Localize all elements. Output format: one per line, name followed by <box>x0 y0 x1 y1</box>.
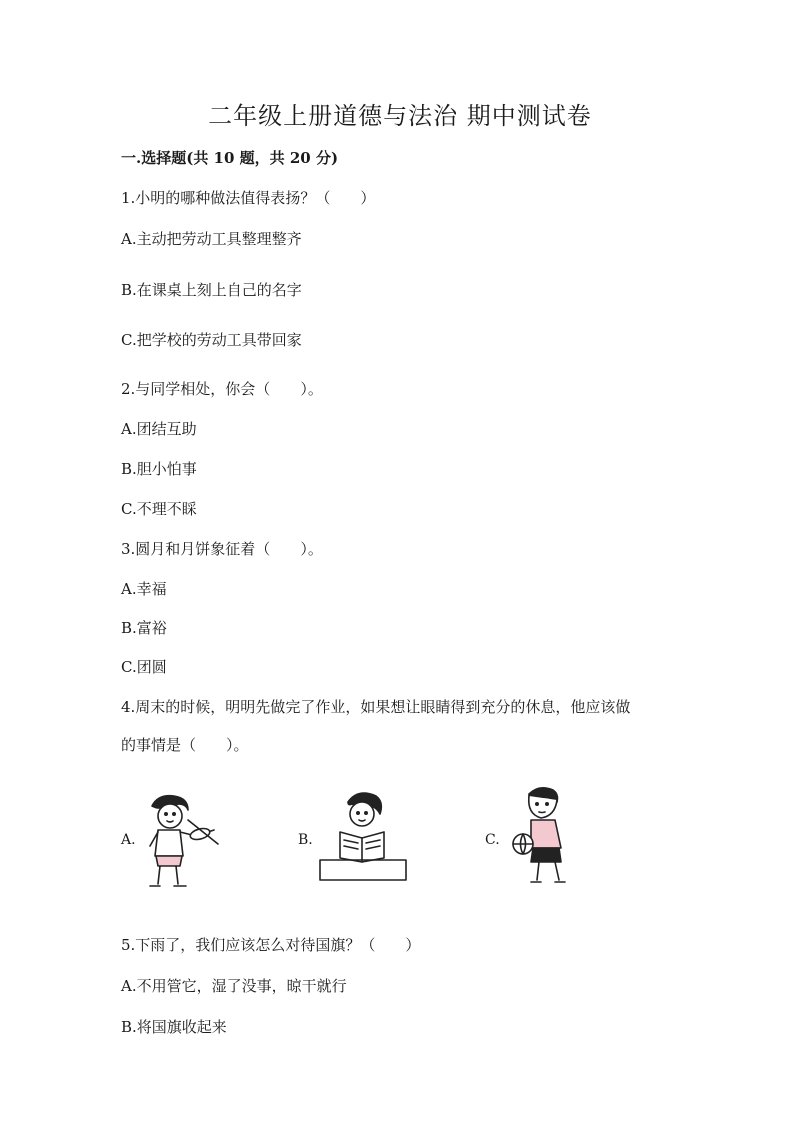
question-1-option-a: A.主动把劳动工具整理整齐 <box>121 230 302 248</box>
question-4-stem-line-2: 的事情是（ ）。 <box>121 736 249 754</box>
picture-option-a-label: A. <box>121 832 136 848</box>
question-1-stem: 1.小明的哪种做法值得表扬？（ ） <box>121 189 376 207</box>
question-2-option-b: B.胆小怕事 <box>121 460 197 478</box>
basketball-boy-picture <box>505 782 580 890</box>
reading-boy-picture <box>318 788 408 886</box>
question-1-option-b: B.在课桌上刻上自己的名字 <box>121 281 302 299</box>
question-3-option-b: B.富裕 <box>121 619 167 637</box>
question-3-option-a: A.幸福 <box>121 580 167 598</box>
picture-option-c-label: C. <box>485 832 500 848</box>
question-2-option-a: A.团结互助 <box>121 420 197 438</box>
question-2-stem: 2.与同学相处，你会（ ）。 <box>121 380 323 398</box>
picture-option-b-label: B. <box>298 832 313 848</box>
section-heading: 一.选择题(共 10 题，共 20 分) <box>121 149 339 167</box>
question-3-option-c: C.团圆 <box>121 658 167 676</box>
question-5-stem: 5.下雨了，我们应该怎么对待国旗？（ ） <box>121 936 421 954</box>
violin-boy-picture <box>138 790 228 895</box>
question-3-stem: 3.圆月和月饼象征着（ ）。 <box>121 540 323 558</box>
question-5-option-b: B.将国旗收起来 <box>121 1018 227 1036</box>
page-title: 二年级上册道德与法治 期中测试卷 <box>208 102 592 130</box>
question-4-stem-line-1: 4.周末的时候，明明先做完了作业，如果想让眼睛得到充分的休息，他应该做 <box>121 698 631 716</box>
question-5-option-a: A.不用管它，湿了没事，晾干就行 <box>121 977 347 995</box>
question-2-option-c: C.不理不睬 <box>121 500 197 518</box>
question-1-option-c: C.把学校的劳动工具带回家 <box>121 331 302 349</box>
